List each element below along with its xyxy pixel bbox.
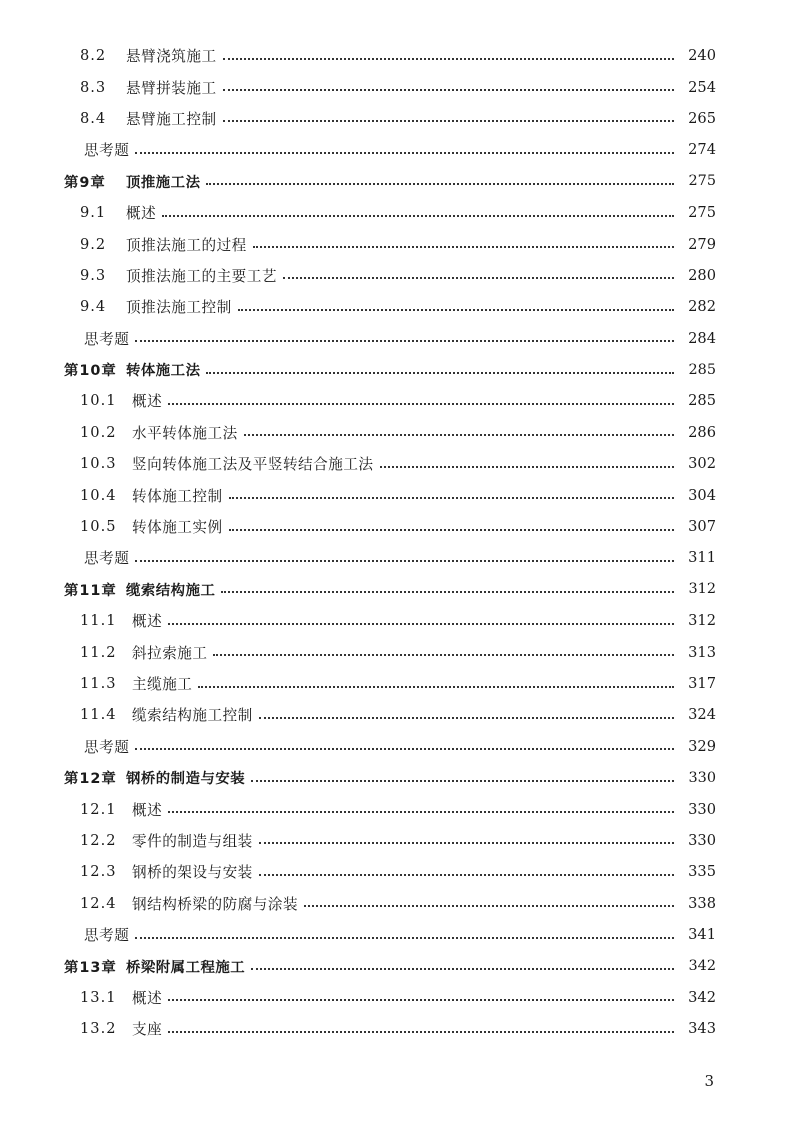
toc-entry-title: 悬臂浇筑施工 (126, 48, 217, 66)
toc-entry-page: 279 (688, 235, 716, 253)
toc-entry-page: 335 (688, 863, 716, 881)
toc-exercises-entry (0, 731, 790, 762)
toc-entry-number: 第10章 (64, 363, 117, 380)
toc-entry-number: 13.1 (80, 988, 117, 1006)
toc-entry-title: 思考题 (84, 550, 130, 568)
dot-leader (135, 937, 674, 939)
dot-leader (229, 497, 674, 499)
toc-entry-page: 304 (688, 486, 716, 504)
dot-leader (206, 183, 674, 185)
dot-leader (229, 529, 674, 531)
dot-leader (168, 623, 674, 625)
toc-section-entry (0, 793, 790, 824)
table-of-contents (0, 40, 790, 1045)
toc-entry-title: 水平转体施工法 (132, 424, 238, 442)
toc-section-entry (0, 291, 790, 322)
toc-entry-page: 342 (688, 988, 716, 1006)
toc-entry-page: 341 (688, 926, 716, 944)
dot-leader (259, 717, 674, 719)
toc-entry-title: 顶推施工法 (126, 174, 201, 191)
toc-entry-page: 329 (688, 737, 716, 755)
toc-entry-page: 307 (688, 518, 716, 536)
toc-entry-page: 330 (688, 800, 716, 818)
toc-exercises-entry (0, 542, 790, 573)
toc-section-entry (0, 71, 790, 102)
toc-entry-number: 第9章 (64, 174, 106, 191)
toc-entry-number: 8.4 (80, 109, 107, 127)
toc-section-entry (0, 636, 790, 667)
dot-leader (135, 340, 674, 342)
toc-entry-number: 10.3 (80, 455, 117, 473)
toc-entry-title: 支座 (132, 1021, 163, 1039)
toc-entry-page: 330 (688, 769, 716, 786)
dot-leader (206, 372, 674, 374)
toc-entry-page: 324 (688, 706, 716, 724)
toc-section-entry (0, 479, 790, 510)
dot-leader (223, 120, 674, 122)
toc-section-entry (0, 668, 790, 699)
toc-entry-page: 275 (688, 173, 716, 190)
toc-chapter-entry (0, 574, 790, 605)
toc-entry-title: 概述 (132, 613, 163, 631)
toc-entry-title: 概述 (132, 393, 163, 411)
toc-entry-title: 钢桥的架设与安装 (132, 864, 253, 882)
toc-entry-page: 286 (688, 423, 716, 441)
toc-chapter-entry (0, 354, 790, 385)
dot-leader (168, 999, 674, 1001)
toc-section-entry (0, 40, 790, 71)
toc-chapter-entry (0, 950, 790, 981)
dot-leader (251, 968, 674, 970)
toc-exercises-entry (0, 134, 790, 165)
toc-entry-page: 338 (688, 894, 716, 912)
dot-leader (213, 654, 674, 656)
toc-entry-title: 桥梁附属工程施工 (126, 959, 246, 976)
toc-chapter-entry (0, 166, 790, 197)
toc-entry-page: 342 (688, 958, 716, 975)
toc-entry-title: 概述 (126, 205, 157, 223)
toc-entry-title: 钢结构桥梁的防腐与涂装 (132, 895, 299, 913)
toc-entry-page: 302 (688, 455, 716, 473)
toc-entry-page: 240 (688, 47, 716, 65)
dot-leader (244, 434, 674, 436)
toc-entry-title: 思考题 (84, 142, 130, 160)
toc-entry-page: 343 (688, 1020, 716, 1038)
toc-section-entry (0, 856, 790, 887)
toc-entry-number: 8.2 (80, 47, 107, 65)
toc-section-entry (0, 888, 790, 919)
toc-section-entry (0, 1013, 790, 1044)
toc-entry-title: 思考题 (84, 738, 130, 756)
toc-entry-title: 主缆施工 (132, 676, 193, 693)
dot-leader (283, 277, 674, 279)
dot-leader (135, 152, 674, 154)
toc-entry-number: 11.4 (80, 706, 117, 724)
dot-leader (259, 842, 674, 844)
toc-entry-number: 9.3 (80, 266, 107, 284)
toc-section-entry (0, 699, 790, 730)
toc-entry-number: 9.1 (80, 204, 107, 222)
dot-leader (162, 215, 674, 217)
toc-entry-page: 330 (688, 831, 716, 849)
toc-section-entry (0, 260, 790, 291)
toc-entry-page: 254 (688, 78, 716, 96)
toc-exercises-entry (0, 919, 790, 950)
toc-exercises-entry (0, 323, 790, 354)
toc-entry-title: 转体施工控制 (132, 487, 223, 505)
dot-leader (223, 58, 674, 60)
toc-entry-title: 悬臂拼装施工 (126, 79, 217, 97)
toc-entry-page: 285 (688, 361, 716, 378)
toc-entry-page: 285 (688, 392, 716, 410)
toc-entry-page: 274 (688, 141, 716, 159)
toc-entry-number: 10.1 (80, 392, 117, 410)
page-number: 3 (704, 1072, 714, 1090)
toc-entry-title: 顶推法施工的过程 (126, 236, 247, 254)
toc-entry-number: 12.1 (80, 800, 117, 818)
toc-entry-title: 概述 (132, 989, 163, 1007)
toc-section-entry (0, 197, 790, 228)
toc-entry-page: 265 (688, 109, 716, 127)
toc-entry-number: 8.3 (80, 78, 107, 96)
toc-entry-number: 10.2 (80, 423, 117, 441)
toc-entry-number: 13.2 (80, 1020, 117, 1038)
dot-leader (221, 591, 674, 593)
dot-leader (198, 686, 674, 688)
toc-entry-number: 第13章 (64, 959, 117, 976)
dot-leader (253, 246, 674, 248)
toc-entry-number: 9.4 (80, 298, 107, 316)
toc-entry-title: 悬臂施工控制 (126, 110, 217, 128)
toc-section-entry (0, 417, 790, 448)
toc-section-entry (0, 982, 790, 1013)
toc-entry-page: 312 (688, 612, 716, 630)
toc-section-entry (0, 228, 790, 259)
toc-entry-title: 竖向转体施工法及平竖转结合施工法 (132, 456, 374, 474)
toc-entry-title: 钢桥的制造与安装 (126, 771, 246, 788)
toc-entry-number: 11.3 (80, 675, 117, 692)
toc-section-entry (0, 448, 790, 479)
toc-entry-title: 顶推法施工控制 (126, 299, 232, 317)
dot-leader (223, 89, 674, 91)
toc-entry-number: 12.3 (80, 863, 117, 881)
dot-leader (135, 560, 674, 562)
toc-entry-title: 转体施工实例 (132, 519, 223, 537)
toc-entry-title: 缆索结构施工 (126, 582, 216, 599)
toc-section-entry (0, 103, 790, 134)
toc-entry-page: 313 (688, 643, 716, 661)
toc-entry-title: 缆索结构施工控制 (132, 707, 253, 725)
dot-leader (168, 811, 674, 813)
toc-section-entry (0, 385, 790, 416)
toc-entry-number: 9.2 (80, 235, 107, 253)
toc-entry-title: 零件的制造与组装 (132, 832, 253, 850)
toc-entry-number: 第11章 (64, 582, 117, 599)
toc-entry-number: 10.5 (80, 518, 117, 536)
toc-entry-number: 11.1 (80, 612, 117, 630)
dot-leader (168, 1031, 674, 1033)
toc-entry-number: 第12章 (64, 771, 117, 788)
toc-entry-page: 317 (688, 675, 716, 692)
toc-entry-title: 思考题 (84, 927, 130, 945)
dot-leader (259, 874, 674, 876)
toc-entry-title: 概述 (132, 801, 163, 819)
toc-entry-page: 312 (688, 581, 716, 598)
dot-leader (238, 309, 674, 311)
toc-chapter-entry (0, 762, 790, 793)
toc-entry-number: 10.4 (80, 486, 117, 504)
toc-entry-page: 275 (688, 204, 716, 222)
toc-entry-page: 280 (688, 266, 716, 284)
toc-entry-page: 311 (688, 549, 716, 567)
toc-entry-number: 12.2 (80, 831, 117, 849)
dot-leader (380, 466, 674, 468)
toc-entry-title: 思考题 (84, 330, 130, 348)
toc-entry-number: 11.2 (80, 643, 117, 661)
toc-entry-page: 284 (688, 329, 716, 347)
dot-leader (168, 403, 674, 405)
toc-entry-title: 转体施工法 (126, 363, 201, 380)
toc-section-entry (0, 511, 790, 542)
toc-section-entry (0, 605, 790, 636)
dot-leader (135, 748, 674, 750)
toc-entry-page: 282 (688, 298, 716, 316)
dot-leader (251, 780, 674, 782)
toc-entry-title: 斜拉索施工 (132, 644, 208, 662)
dot-leader (304, 905, 674, 907)
toc-entry-number: 12.4 (80, 894, 117, 912)
toc-section-entry (0, 825, 790, 856)
toc-entry-title: 顶推法施工的主要工艺 (126, 267, 277, 285)
